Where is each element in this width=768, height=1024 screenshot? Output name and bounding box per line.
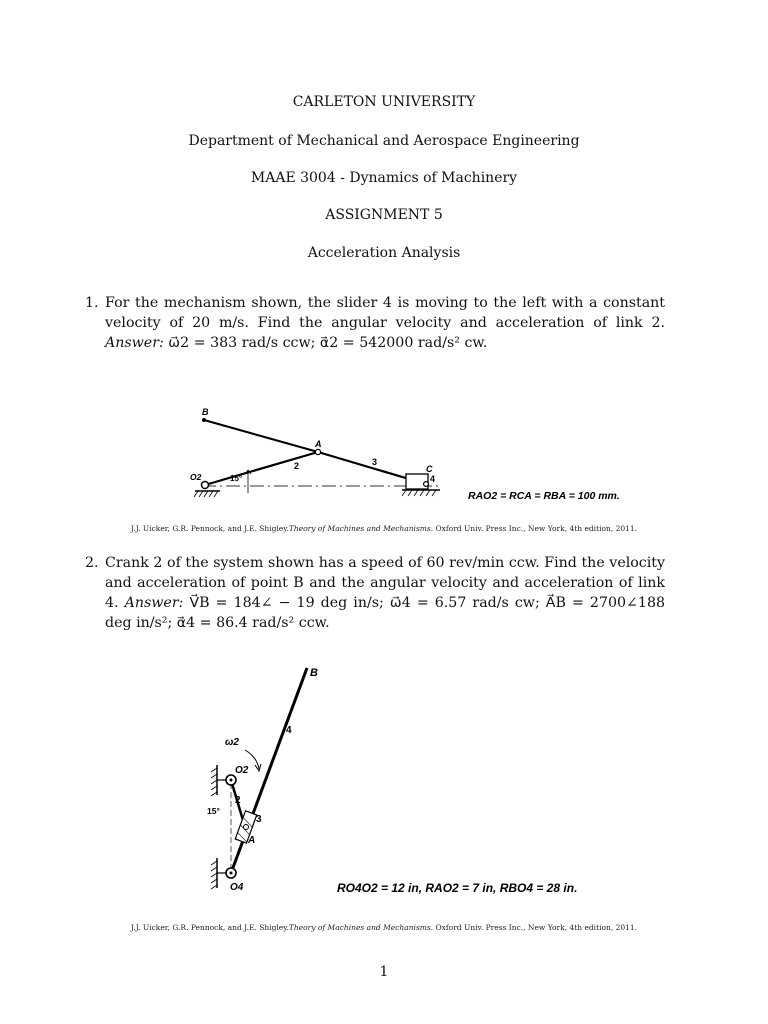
problem-2-number: 2. [85,555,99,571]
fig2-label-omega2: ω2 [225,737,239,748]
course-title: MAAE 3004 - Dynamics of Machinery [250,170,518,186]
citation-1-publisher: Oxford Univ. Press Inc., New York, 4th edition, 2011. [433,524,638,533]
fig2-label-O2: O2 [235,765,249,776]
fig2-label-link2: 2 [235,795,241,806]
fig2-label-A: A [248,835,256,846]
fig2-label-link3: 3 [256,814,262,825]
fig2-label-angle: 15° [207,806,220,816]
figure-1-mechanism [190,400,630,510]
citation-2-title: Theory of Machines and Mechanisms. [288,923,434,932]
fig1-label-link4: 4 [430,474,436,484]
assignment-title: ASSIGNMENT 5 [325,207,443,223]
figure-2-mechanism [195,655,615,910]
university-title: CARLETON UNIVERSITY [292,94,476,110]
fig2-dimensions: RO4O2 = 12 in, RAO2 = 7 in, RBO4 = 28 in. [337,881,578,895]
fig1-label-O2: O2 [190,472,202,482]
fig2-label-O4: O4 [230,882,244,893]
problem-2-text: Crank 2 of the system shown has a speed of 60 rev/min ccw. Find the velocity and acceleration of point B and the angular velocity and acceleration of link 4. [105,555,665,611]
fig1-label-C: C [426,464,433,474]
problem-2-answer: V⃗B = 184∠ − 19 deg in/s; ω⃗4 = 6.57 rad/s cw; A⃗B = 2700∠188 deg in/s²; α⃗4 = 86.4 rad/s² ccw. [105,595,665,631]
citation-1-title: Theory of Machines and Mechanisms. [288,524,434,533]
citation-1-authors: J.J. Uicker, G.R. Pennock, and J.E. Shigley. [130,524,289,533]
fig2-label-B: B [310,667,318,679]
fig1-label-B: B [202,407,209,417]
problem-1-answer-label: Answer: [105,335,164,351]
problem-2-answer-label: Answer: [124,595,184,611]
fig2-label-link4: 4 [286,725,292,736]
fig1-label-link2: 2 [294,461,300,471]
department-title: Department of Mechanical and Aerospace Engineering [188,133,580,149]
fig1-label-angle: 15° [230,474,243,483]
citation-2-authors: J.J. Uicker, G.R. Pennock, and J.E. Shigley. [130,923,289,932]
problem-1-number: 1. [85,295,99,311]
page-number: 1 [379,964,389,980]
citation-2 [0,923,768,932]
fig1-dimensions: RAO2 = RCA = RBA = 100 mm. [468,490,620,502]
citation-1 [0,524,768,533]
topic-title: Acceleration Analysis [307,245,461,261]
problem-2 [85,553,665,633]
fig1-label-A: A [315,439,322,449]
problem-1-answer: ω⃗2 = 383 rad/s ccw; α⃗2 = 542000 rad/s² cw. [168,335,488,351]
fig1-label-link3: 3 [372,457,378,467]
problem-1-text: For the mechanism shown, the slider 4 is moving to the left with a constant velocity of 20 m/s. Find the angular velocity and acceleration of link 2. [105,295,665,331]
citation-2-publisher: Oxford Univ. Press Inc., New York, 4th edition, 2011. [433,923,638,932]
problem-1 [85,293,665,353]
